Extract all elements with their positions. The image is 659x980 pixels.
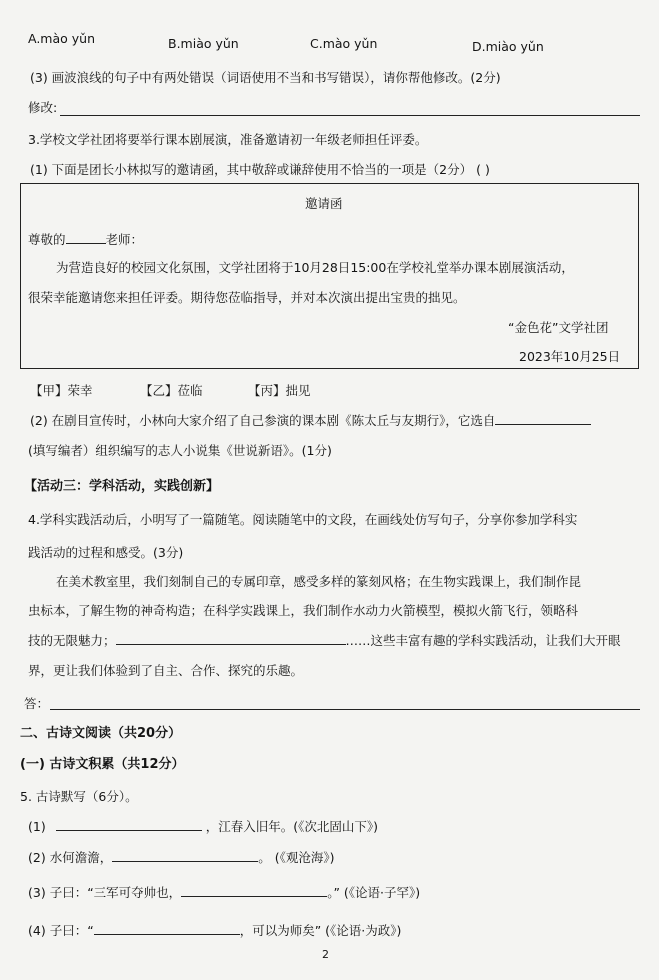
q4-para-3 xyxy=(28,631,621,649)
greeting-post: 老师： xyxy=(105,232,144,247)
letter-body-2: 很荣幸能邀请您来担任评委。期待您莅临指导，并对本次演出提出宝贵的拙见。 xyxy=(28,290,466,305)
poem-item-3 xyxy=(28,883,420,901)
letter-date: 2023年10月25日 xyxy=(519,349,621,364)
q3-sub1: (1) 下面是团长小林拟写的邀请函，其中敬辞或谦辞使用不恰当的一项是（2分） ( ) xyxy=(30,162,490,177)
poem-blank-4 xyxy=(94,934,240,935)
poem-item-post: ，可以为师矣” (《论语·为政》) xyxy=(239,923,402,938)
poem-item-post: ，江春入旧年。(《次北固山下》) xyxy=(205,819,378,834)
poem-item-pre: 子曰：“ xyxy=(49,923,94,938)
poem-item-pre: 水何澹澹， xyxy=(49,850,113,865)
letter-greeting xyxy=(28,230,143,248)
q3-sub2-blank xyxy=(495,424,591,425)
section2-sub-heading: (一) 古诗文积累（共12分） xyxy=(20,757,185,772)
option-a: A.mào yǔn xyxy=(28,31,96,46)
poem-item-1 xyxy=(28,817,378,835)
activity3-heading: 【活动三：学科活动，实践创新】 xyxy=(24,479,220,494)
q4-stem-2: 践活动的过程和感受。(3分) xyxy=(28,545,184,560)
q4-para-1: 在美术教室里，我们刻制自己的专属印章，感受多样的篆刻风格；在生物实践课上，我们制作昆 xyxy=(56,574,582,589)
answer-line xyxy=(60,115,640,116)
poem-item-num: (4) xyxy=(28,923,46,938)
q4-para-3-post: ……这些丰富有趣的学科实践活动，让我们大开眼 xyxy=(345,633,621,648)
letter-signature: “金色花”文学社团 xyxy=(508,320,609,335)
q4-para-3-pre: 技的无限魅力； xyxy=(28,633,116,648)
q2-3-text: (3) 画波浪线的句子中有两处错误（词语使用不当和书写错误），请你帮他修改。(2分) xyxy=(30,70,501,85)
choice-yi: 【乙】莅临 xyxy=(140,383,203,398)
page-number: 2 xyxy=(322,948,329,961)
q3-sub2-line1 xyxy=(30,411,591,429)
choice-bing: 【丙】拙见 xyxy=(248,383,311,398)
poem-item-post: 。 (《观沧海》) xyxy=(258,850,335,865)
poem-item-num: (1) xyxy=(28,819,46,834)
poem-item-pre: 子曰：“三军可夺帅也， xyxy=(49,885,182,900)
poem-item-num: (3) xyxy=(28,885,46,900)
option-c: C.mào yǔn xyxy=(310,36,378,51)
q4-para-2: 虫标本，了解生物的神奇构造；在科学实践课上，我们制作水动力火箭模型，模拟火箭飞行，领略科 xyxy=(28,603,579,618)
option-b: B.miào yǔn xyxy=(168,36,239,51)
q4-answer-line xyxy=(50,709,640,710)
poem-item-post: 。” (《论语·子罕》) xyxy=(327,885,421,900)
q4-stem-1: 4.学科实践活动后，小明写了一篇随笔。阅读随笔中的文段，在画线处仿写句子，分享你参加学科实 xyxy=(28,512,578,527)
option-d: D.miào yǔn xyxy=(472,39,544,54)
poem-blank-3 xyxy=(181,896,327,897)
poem-blank-2 xyxy=(112,861,258,862)
q3-sub2-line2: (填写编者）组织编写的志人小说集《世说新语》。(1分) xyxy=(28,443,332,458)
q3-sub2-text: (2) 在剧目宣传时，小林向大家介绍了自己参演的课本剧《陈太丘与友期行》，它选自 xyxy=(30,413,496,428)
greeting-pre: 尊敬的 xyxy=(28,232,66,247)
section2-heading: 二、古诗文阅读（共20分） xyxy=(20,726,182,741)
poem-item-4 xyxy=(28,921,401,939)
q4-answer-label: 答： xyxy=(24,696,50,711)
q5-heading: 5. 古诗默写（6分）。 xyxy=(20,789,138,804)
q3-stem: 3.学校文学社团将要举行课本剧展演，准备邀请初一年级老师担任评委。 xyxy=(28,132,428,147)
letter-body-1: 为营造良好的校园文化氛围，文学社团将于10月28日15:00在学校礼堂举办课本剧展演活动， xyxy=(56,260,574,275)
greeting-blank xyxy=(66,243,106,244)
poem-item-num: (2) xyxy=(28,850,46,865)
q2-3-answer-label: 修改: xyxy=(28,100,58,115)
q4-blank xyxy=(116,644,346,645)
poem-item-2 xyxy=(28,848,334,866)
poem-blank-1 xyxy=(56,830,202,831)
q4-para-4: 界，更让我们体验到了自主、合作、探究的乐趣。 xyxy=(28,663,304,678)
letter-title: 邀请函 xyxy=(305,196,343,211)
choice-jia: 【甲】荣幸 xyxy=(30,383,93,398)
